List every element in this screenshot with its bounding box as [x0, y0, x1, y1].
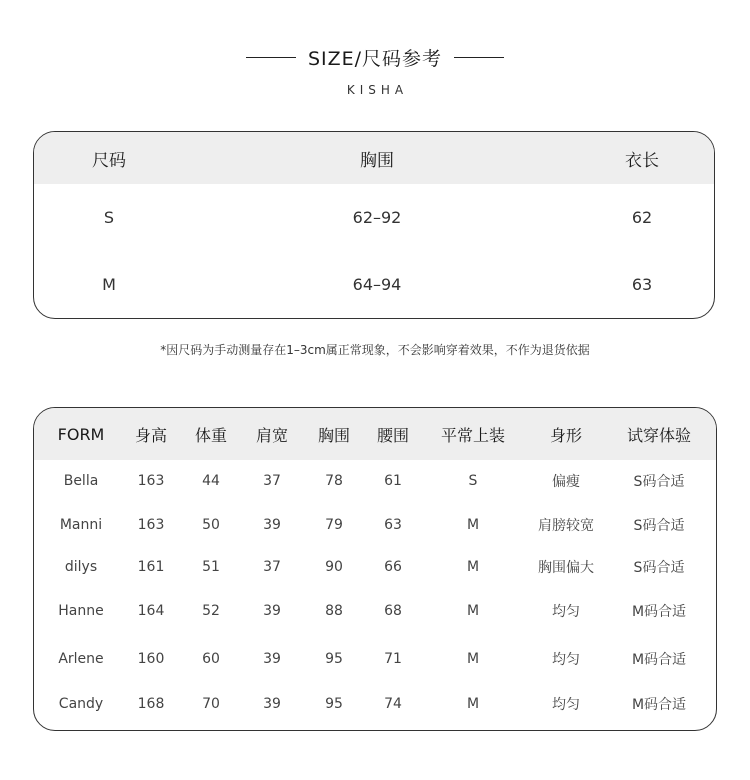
try-on-cell: 均匀: [552, 697, 580, 713]
try-on-cell: 肩膀较宽: [538, 518, 594, 534]
size-table-header: [34, 132, 714, 184]
model-name: Manni: [59, 517, 103, 533]
try-on-col-header: 腰围: [376, 425, 410, 445]
title-rule-right: [454, 57, 504, 58]
try-on-cell: 均匀: [552, 603, 580, 620]
try-on-col-header: 肩宽: [255, 425, 289, 445]
try-on-cell: 68: [384, 602, 402, 619]
title-row: [0, 44, 750, 71]
try-on-cell: 51: [202, 559, 220, 575]
try-on-table-row: [34, 586, 716, 635]
try-on-col-header: 试穿体验: [626, 425, 692, 445]
try-on-cell: 60: [202, 650, 220, 667]
try-on-table: [33, 407, 717, 731]
size-table-row: [34, 184, 714, 251]
try-on-cell: 71: [384, 650, 402, 667]
try-on-cell: 74: [384, 696, 402, 712]
model-name: Arlene: [58, 650, 104, 667]
size-cell: 62–92: [352, 208, 402, 227]
try-on-cell: M: [466, 517, 480, 533]
try-on-cell: 37: [263, 473, 281, 489]
try-on-col-header: FORM: [57, 424, 105, 444]
try-on-cell: 168: [137, 696, 165, 712]
try-on-cell: 164: [137, 602, 165, 619]
try-on-col-header: 体重: [194, 425, 228, 445]
try-on-cell: 66: [384, 559, 402, 575]
try-on-cell: 39: [263, 650, 281, 667]
try-on-cell: 44: [202, 473, 220, 489]
title-rule-left: [246, 57, 296, 58]
try-on-cell: M码合适: [631, 603, 687, 620]
try-on-cell: 37: [263, 559, 281, 575]
size-cell: M: [102, 275, 116, 294]
try-on-cell: 63: [384, 517, 402, 533]
page-title: SIZE/尺码参考: [307, 48, 443, 70]
try-on-table-row: [34, 682, 716, 726]
try-on-col-header: 身高: [134, 425, 168, 445]
try-on-table-row: [34, 460, 716, 502]
try-on-cell: 39: [263, 517, 281, 533]
try-on-cell: S: [468, 473, 478, 489]
try-on-cell: S码合适: [633, 474, 685, 490]
try-on-cell: S码合适: [633, 518, 685, 534]
size-cell: 62: [631, 208, 653, 227]
size-cell: 63: [631, 275, 653, 294]
measurement-note: *因尺码为手动测量存在1–3cm属正常现象，不会影响穿着效果，不作为退货依据: [160, 343, 590, 357]
size-table-row: [34, 251, 714, 318]
try-on-cell: 95: [325, 650, 343, 667]
try-on-table-header: [34, 408, 716, 460]
size-col-header: 尺码: [92, 150, 126, 171]
size-col-header: 胸围: [360, 150, 394, 171]
try-on-cell: M: [466, 602, 480, 619]
try-on-cell: 90: [325, 559, 343, 575]
try-on-table-row: [34, 502, 716, 548]
size-cell: S: [103, 208, 115, 227]
try-on-col-header: 平常上装: [440, 425, 506, 445]
try-on-table-body: [34, 460, 716, 726]
try-on-cell: 79: [325, 517, 343, 533]
brand-subtitle: KISHA: [346, 83, 409, 97]
try-on-cell: 161: [137, 559, 165, 575]
model-name: Candy: [58, 696, 104, 712]
try-on-col-header: 胸围: [317, 425, 351, 445]
try-on-cell: M: [466, 650, 480, 667]
try-on-cell: 39: [263, 696, 281, 712]
try-on-cell: S码合适: [633, 560, 685, 576]
model-name: Hanne: [58, 602, 104, 619]
size-table: [33, 131, 715, 319]
try-on-cell: 160: [137, 650, 165, 667]
try-on-table-row: [34, 635, 716, 682]
try-on-col-header: 身形: [549, 425, 583, 445]
page-header: [0, 44, 750, 97]
try-on-cell: 70: [202, 696, 220, 712]
try-on-cell: 95: [325, 696, 343, 712]
size-cell: 64–94: [352, 275, 402, 294]
try-on-table-row: [34, 548, 716, 586]
try-on-cell: 88: [325, 602, 343, 619]
size-col-header: 衣长: [625, 150, 659, 171]
try-on-cell: 偏瘦: [552, 474, 580, 490]
try-on-cell: 39: [263, 602, 281, 619]
try-on-cell: M码合适: [631, 697, 687, 713]
model-name: Bella: [63, 473, 99, 489]
try-on-cell: 61: [384, 473, 402, 489]
try-on-cell: 50: [202, 517, 220, 533]
try-on-cell: 78: [325, 473, 343, 489]
try-on-cell: M: [466, 696, 480, 712]
try-on-cell: M码合适: [631, 651, 687, 668]
try-on-cell: M: [466, 559, 480, 575]
try-on-cell: 均匀: [552, 651, 580, 668]
try-on-cell: 胸围偏大: [538, 560, 594, 576]
try-on-cell: 163: [137, 517, 165, 533]
try-on-cell: 163: [137, 473, 165, 489]
model-name: dilys: [64, 559, 98, 575]
try-on-cell: 52: [202, 602, 220, 619]
